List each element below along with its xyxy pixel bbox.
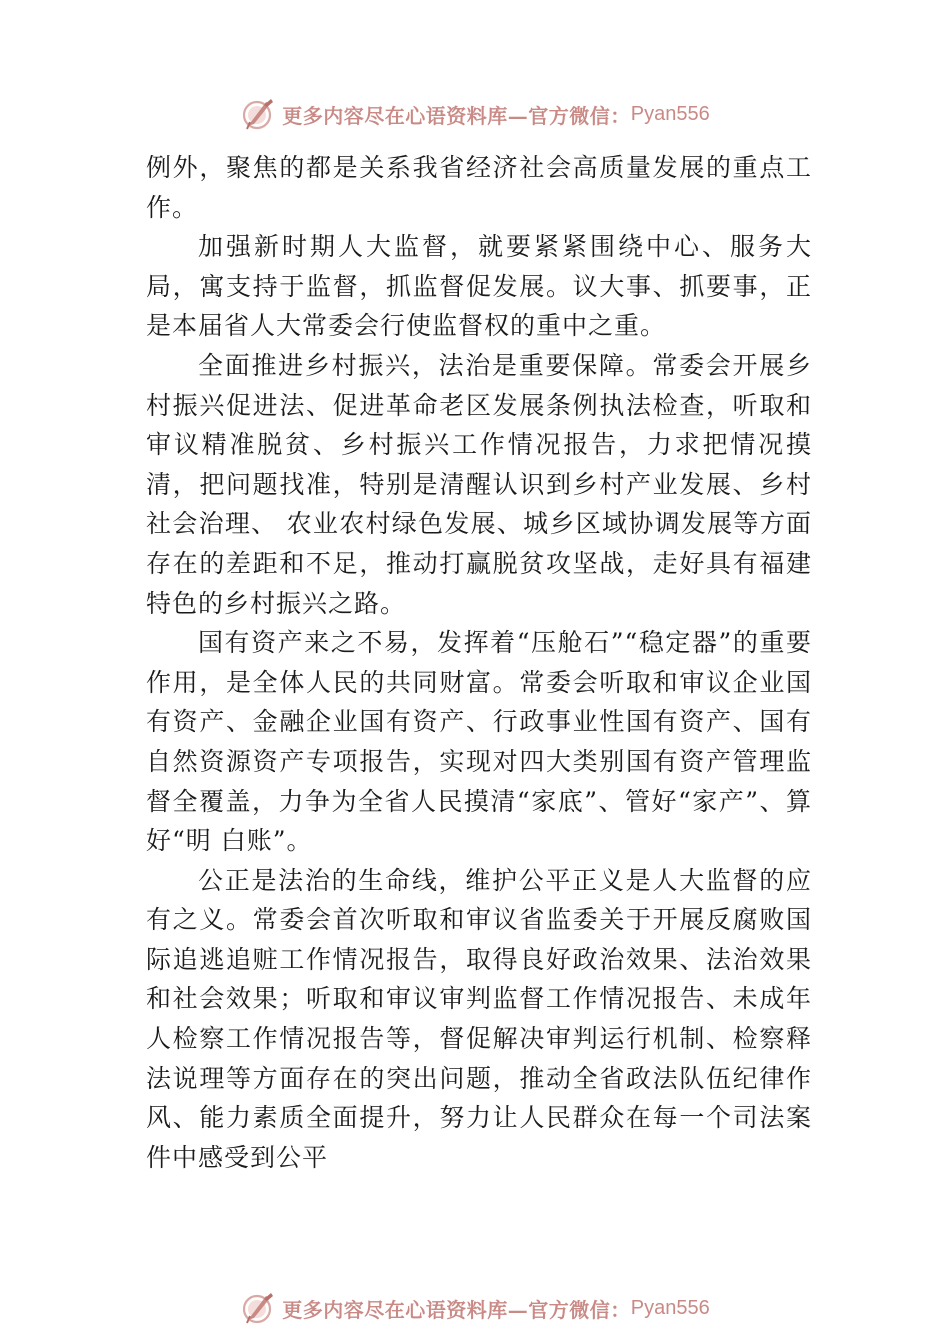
paragraph: 全面推进乡村振兴，法治是重要保障。常委会开展乡村振兴促进法、促进革命老区发展条例执法检查，听取和审议精准脱贫、乡村振兴工作情况报告，力求把情况摸清，把问题找准，特别是清醒认识到乡村产业发展、乡村社会治理、 农业农村绿色发展、城乡区域协调发展等方面存在的差距和不足，推动打赢脱贫攻坚战，走好具有福建特色的乡村振兴之路。	[146, 350, 812, 618]
banner-wechat-id: Pyan556	[630, 102, 710, 125]
header-banner	[0, 94, 950, 134]
banner-wechat-id: Pyan556	[630, 1296, 710, 1319]
quill-logo-icon	[240, 1290, 276, 1326]
banner-text: 更多内容尽在心语资料库—官方微信：	[282, 1297, 631, 1322]
footer-banner	[0, 1288, 950, 1328]
document-body	[146, 148, 812, 1177]
banner-text: 更多内容尽在心语资料库—官方微信：	[282, 103, 631, 128]
quill-logo-icon	[240, 96, 276, 132]
paragraph: 例外，聚焦的都是关系我省经济社会高质量发展的重点工作。	[146, 153, 812, 222]
paragraph: 国有资产来之不易，发挥着“压舱石”“稳定器”的重要作用，是全体人民的共同财富。常委会听取和审议企业国有资产、金融企业国有资产、行政事业性国有资产、国有自然资源资产专项报告，实现对四大类别国有资产管理监督全覆盖，力争为全省人民摸清“家底”、管好“家产”、算好“明 白账”。	[146, 628, 812, 856]
paragraph: 加强新时期人大监督，就要紧紧围绕中心、服务大局，寓支持于监督，抓监督促发展。议大事、抓要事，正是本届省人大常委会行使监督权的重中之重。	[146, 232, 812, 341]
paragraph: 公正是法治的生命线，维护公平正义是人大监督的应有之义。常委会首次听取和审议省监委关于开展反腐败国际追逃追赃工作情况报告，取得良好政治效果、法治效果和社会效果；听取和审议审判监督工作情况报告、未成年人检察工作情况报告等，督促解决审判运行机制、检察释法说理等方面存在的突出问题，推动全省政法队伍纪律作风、能力素质全面提升，努力让人民群众在每一个司法案件中感受到公平	[146, 865, 812, 1172]
